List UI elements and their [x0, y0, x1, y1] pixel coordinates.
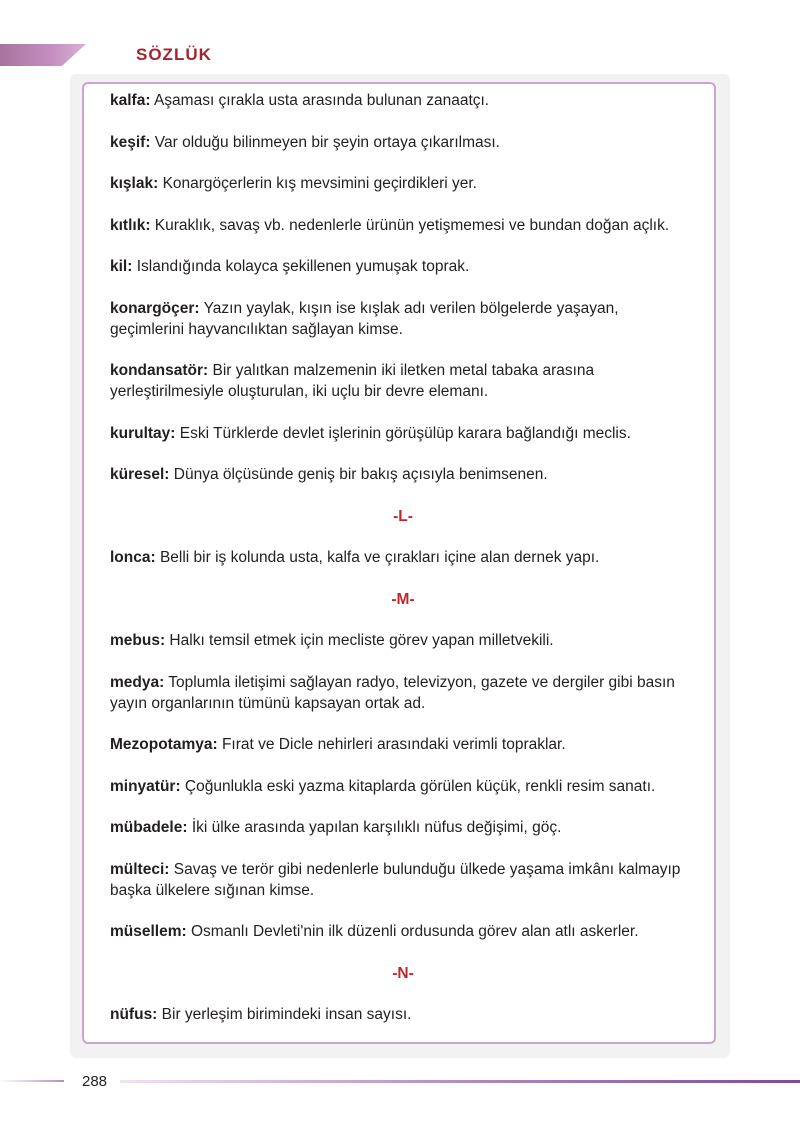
entry-term: kondansatör: — [110, 362, 209, 379]
page-number: 288 — [82, 1073, 108, 1090]
entry-definition: Konargöçerlerin kış mevsimini geçirdikleri yer. — [158, 175, 477, 192]
glossary-entry — [110, 298, 696, 340]
letter-heading-n: -N- — [392, 964, 414, 982]
entry-definition: Toplumla iletişimi sağlayan radyo, televizyon, gazete ve dergiler gibi basın yayın organlarının tümünü kapsayan ortak ad. — [110, 673, 675, 712]
entry-term: keşif: — [110, 133, 151, 151]
entry-definition: Aşaması çırakla usta arasında bulunan zanaatçı. — [150, 92, 490, 109]
entry-term: mübadele: — [110, 819, 188, 836]
glossary-entry — [110, 464, 696, 485]
glossary-entry — [110, 423, 696, 444]
entry-term: kalfa: — [110, 92, 151, 109]
entry-definition: Eski Türklerde devlet işlerinin görüşülüp karara bağlandığı meclis. — [175, 424, 631, 442]
footer-divider-left — [0, 1080, 64, 1082]
glossary-entry — [110, 256, 696, 277]
entry-definition: Dünya ölçüsünde geniş bir bakış açısıyla benimsenen. — [169, 466, 548, 483]
letter-heading-m: -M- — [391, 590, 415, 608]
entry-definition: Osmanlı Devleti'nin ilk düzenli ordusunda görev alan atlı askerler. — [186, 923, 639, 940]
entry-definition: Bir yalıtkan malzemenin iki iletken metal tabaka arasına yerleştirilmesiyle oluşturulan, iki uçlu bir devre elemanı. — [110, 362, 595, 400]
entry-definition: Belli bir iş kolunda usta, kalfa ve çırakları içine alan dernek yapı. — [155, 549, 600, 566]
entry-term: müsellem: — [110, 923, 187, 940]
entry-term: kurultay: — [110, 424, 176, 442]
entry-definition: Çoğunlukla eski yazma kitaplarda görülen küçük, renkli resim sanatı. — [180, 777, 656, 795]
glossary-entry — [110, 734, 696, 755]
glossary-entry — [110, 215, 696, 236]
glossary-entry — [110, 360, 696, 402]
glossary-entry — [110, 921, 696, 942]
glossary-entry — [110, 547, 696, 568]
glossary-list — [110, 90, 696, 1046]
entry-term: konargöçer: — [110, 299, 200, 317]
entry-definition: Kuraklık, savaş vb. nedenlerle ürünün yetişmemesi ve bundan doğan açlık. — [150, 216, 670, 234]
entry-term: mülteci: — [110, 860, 170, 878]
entry-term: lonca: — [110, 549, 156, 566]
glossary-entry — [110, 1004, 696, 1025]
footer-divider-right — [120, 1080, 800, 1083]
entry-term: nüfus: — [110, 1006, 158, 1023]
entry-definition: Fırat ve Dicle nehirleri arasındaki verimli topraklar. — [217, 736, 566, 753]
entry-term: mebus: — [110, 632, 166, 649]
glossary-entry — [110, 173, 696, 194]
glossary-entry — [110, 859, 696, 901]
entry-term: kışlak: — [110, 175, 159, 192]
entry-term: kil: — [110, 258, 133, 275]
entry-definition: Var olduğu bilinmeyen bir şeyin ortaya çıkarılması. — [150, 133, 500, 151]
entry-definition: Islandığında kolayca şekillenen yumuşak toprak. — [132, 258, 470, 275]
glossary-entry — [110, 90, 696, 111]
header-tab-decoration — [0, 44, 86, 66]
letter-heading-l: -L- — [393, 507, 413, 525]
glossary-entry — [110, 132, 696, 153]
entry-definition: Halkı temsil etmek için mecliste görev yapan milletvekili. — [165, 632, 554, 649]
entry-term: medya: — [110, 673, 165, 691]
entry-term: minyatür: — [110, 777, 181, 795]
entry-definition: Yazın yaylak, kışın ise kışlak adı verilen bölgelerde yaşayan, geçimlerini hayvancılıktan sağlayan kimse. — [110, 299, 619, 338]
entry-term: küresel: — [110, 466, 170, 483]
entry-term: Mezopotamya: — [110, 736, 218, 753]
glossary-entry — [110, 776, 696, 797]
entry-definition: Savaş ve terör gibi nedenlerle bulunduğu ülkede yaşama imkânı kalmayıp başka ülkelere sığınan kimse. — [110, 860, 681, 899]
glossary-entry — [110, 630, 696, 651]
page-title: SÖZLÜK — [136, 45, 212, 64]
entry-term: kıtlık: — [110, 216, 151, 234]
glossary-entry — [110, 817, 696, 838]
glossary-entry — [110, 672, 696, 714]
entry-definition: Bir yerleşim birimindeki insan sayısı. — [157, 1006, 412, 1023]
entry-definition: İki ülke arasında yapılan karşılıklı nüfus değişimi, göç. — [187, 819, 562, 836]
